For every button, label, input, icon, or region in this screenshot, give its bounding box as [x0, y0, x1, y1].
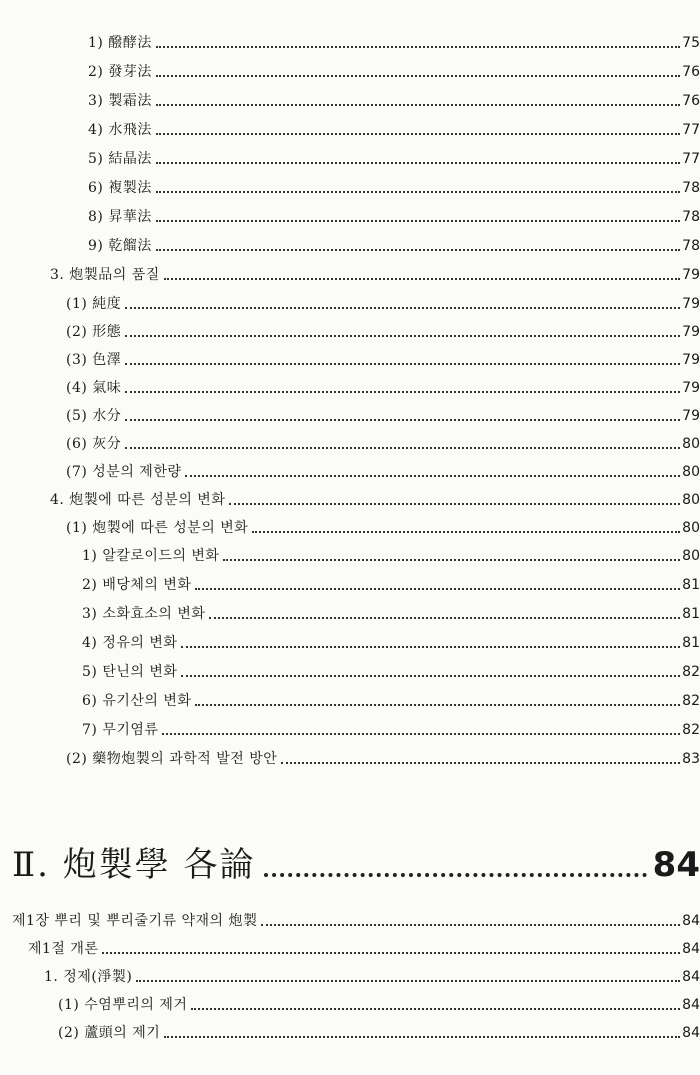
leader-dots	[181, 646, 680, 648]
toc-entry-page: 84	[682, 1025, 700, 1041]
leader-dots	[156, 133, 680, 135]
toc-entry-page: 83	[682, 751, 700, 767]
toc-entry-page: 80	[682, 436, 700, 452]
leader-dots	[195, 588, 680, 590]
leader-dots	[125, 391, 680, 393]
toc-entry	[0, 140, 700, 168]
toc-entry-page: 79	[682, 324, 700, 340]
toc-entry-label: 9) 乾餾法	[88, 238, 152, 254]
toc-entry	[0, 711, 700, 739]
toc-entry-page: 79	[682, 408, 700, 424]
toc-entry-label: (5) 水分	[66, 408, 122, 424]
toc-entry	[0, 397, 700, 425]
toc-entry	[0, 481, 700, 509]
toc-entry	[0, 509, 700, 537]
leader-dots	[185, 475, 680, 477]
toc-entry	[0, 53, 700, 81]
toc-entry-label: 제1장 뿌리 및 뿌리줄기류 약재의 炮製	[12, 913, 258, 929]
toc-entry-page: 80	[682, 464, 700, 480]
toc-entry-label: (1) 수염뿌리의 제거	[58, 997, 188, 1013]
toc-entry-page: 76	[682, 64, 700, 80]
toc-entry	[0, 285, 700, 313]
toc-entry-label: 6) 유기산의 변화	[82, 693, 192, 709]
leader-dots	[156, 220, 680, 222]
toc-entry-page: 79	[682, 296, 700, 312]
toc-entry-label: (2) 藥物炮製의 과학적 발전 방안	[66, 751, 278, 767]
toc-entry	[0, 369, 700, 397]
leader-dots	[229, 503, 680, 505]
leader-dots	[195, 704, 680, 706]
toc-entry	[0, 958, 700, 986]
toc-entry-label: 4) 水飛法	[88, 122, 152, 138]
leader-dots	[156, 75, 680, 77]
toc-entry-page: 78	[682, 209, 700, 225]
toc-entry-label: 5) 結晶法	[88, 151, 152, 167]
toc-entry-page: 82	[682, 693, 700, 709]
leader-dots	[191, 1008, 680, 1010]
toc-entry	[0, 341, 700, 369]
toc-entry-page: 80	[682, 492, 700, 508]
toc-entry-page: 80	[682, 520, 700, 536]
toc-entry	[0, 653, 700, 681]
toc-entry-label: 3. 炮製品의 품질	[50, 267, 160, 283]
toc-entry-page: 79	[682, 380, 700, 396]
leader-dots	[181, 675, 680, 677]
toc-entry-page: 84	[682, 997, 700, 1013]
toc-entry-label: 7) 무기염류	[82, 722, 159, 738]
section-title: Ⅱ. 炮製學 各論	[12, 845, 256, 885]
leader-dots	[281, 762, 680, 764]
toc-entry-page: 77	[682, 151, 700, 167]
leader-dots	[209, 617, 680, 619]
toc-entry	[0, 82, 700, 110]
toc-entry	[0, 595, 700, 623]
toc-entry-label: (4) 氣味	[66, 380, 122, 396]
toc-entry-label: (7) 성분의 제한량	[66, 464, 182, 480]
leader-dots	[164, 278, 680, 280]
toc-entry-label: 8) 昇華法	[88, 209, 152, 225]
leader-dots	[125, 335, 680, 337]
toc-entry	[0, 198, 700, 226]
section-page: 84	[652, 845, 700, 885]
toc-entry-page: 75	[682, 35, 700, 51]
toc-entry-page: 84	[682, 969, 700, 985]
toc-entry-label: (1) 純度	[66, 296, 122, 312]
toc-entry-label: 4. 炮製에 따른 성분의 변화	[50, 492, 226, 508]
toc-entry-label: (2) 蘆頭의 제기	[58, 1025, 161, 1041]
toc-entry	[0, 624, 700, 652]
leader-dots	[156, 162, 680, 164]
toc-entry-page: 78	[682, 238, 700, 254]
leader-dots	[136, 980, 680, 982]
toc-entry-page: 81	[682, 635, 700, 651]
toc-entry-page: 81	[682, 577, 700, 593]
toc-entry	[0, 256, 700, 284]
toc-entry-label: 1. 정제(淨製)	[44, 969, 133, 985]
toc-entry-page: 82	[682, 664, 700, 680]
toc-entry	[0, 227, 700, 255]
toc-entry	[0, 682, 700, 710]
toc-entry-label: 1) 알칼로이드의 변화	[82, 548, 220, 564]
toc-entry-label: 2) 배당체의 변화	[82, 577, 192, 593]
toc-entry-page: 80	[682, 548, 700, 564]
leader-dots	[261, 924, 680, 926]
toc-entry-page: 79	[682, 352, 700, 368]
toc-entry	[0, 169, 700, 197]
section-heading	[0, 835, 700, 887]
toc-entry-label: (3) 色澤	[66, 352, 122, 368]
leader-dots	[156, 104, 680, 106]
toc-entry-label: (1) 炮製에 따른 성분의 변화	[66, 520, 249, 536]
leader-dots	[223, 559, 680, 561]
toc-entry-page: 77	[682, 122, 700, 138]
toc-entry-label: 2) 發芽法	[88, 64, 152, 80]
leader-dots	[156, 249, 680, 251]
leader-dots	[156, 46, 680, 48]
toc-entry-label: 4) 정유의 변화	[82, 635, 178, 651]
toc-entry	[0, 453, 700, 481]
toc-entry	[0, 24, 700, 52]
toc-entry-page: 79	[682, 267, 700, 283]
leader-dots	[125, 363, 680, 365]
toc-entry	[0, 111, 700, 139]
toc-entry-label: (6) 灰分	[66, 436, 122, 452]
toc-entry	[0, 902, 700, 930]
toc-entry-label: 제1절 개론	[28, 941, 99, 957]
leader-dots	[164, 1036, 680, 1038]
toc-entry	[0, 930, 700, 958]
toc-entry	[0, 566, 700, 594]
leader-dots	[102, 952, 680, 954]
leader-dots	[264, 873, 647, 877]
toc-entry	[0, 740, 700, 768]
toc-entry	[0, 986, 700, 1014]
toc-entry-page: 84	[682, 913, 700, 929]
toc-entry-label: 6) 複製法	[88, 180, 152, 196]
toc-entry	[0, 1014, 700, 1042]
leader-dots	[125, 447, 680, 449]
toc-entry-page: 76	[682, 93, 700, 109]
toc-entry-label: 3) 製霜法	[88, 93, 152, 109]
leader-dots	[162, 733, 680, 735]
toc-entry	[0, 537, 700, 565]
toc-entry	[0, 425, 700, 453]
leader-dots	[156, 191, 680, 193]
toc-entry-page: 81	[682, 606, 700, 622]
toc-entry-page: 82	[682, 722, 700, 738]
leader-dots	[252, 531, 680, 533]
toc-entry	[0, 313, 700, 341]
toc-entry-page: 78	[682, 180, 700, 196]
toc-entry-page: 84	[682, 941, 700, 957]
toc-entry-label: 5) 탄닌의 변화	[82, 664, 178, 680]
leader-dots	[125, 307, 680, 309]
toc-entry-label: 1) 醱酵法	[88, 35, 152, 51]
toc-entry-label: 3) 소화효소의 변화	[82, 606, 206, 622]
leader-dots	[125, 419, 680, 421]
toc-entry-label: (2) 形態	[66, 324, 122, 340]
